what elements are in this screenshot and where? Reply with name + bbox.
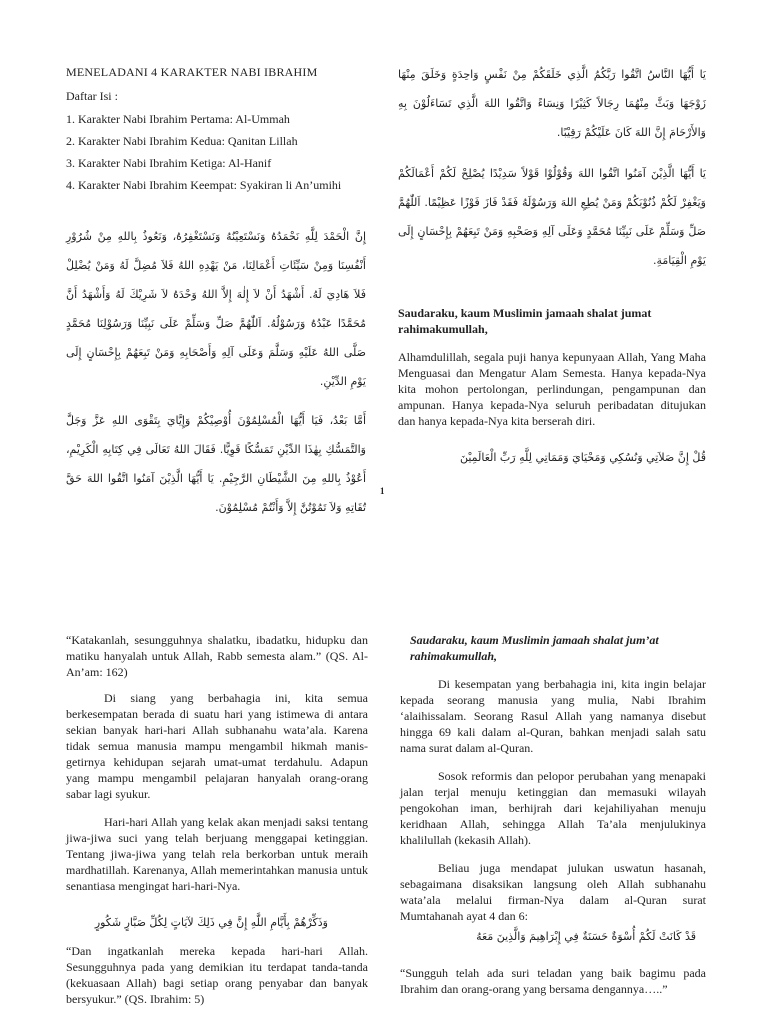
paragraph: Di siang yang berbahagia ini, kita semua berkesempatan berada di suatu hari yang istimewa di antara sekian banyak hari-hari Allah subhanahu wata’ala. Karena tidak semua manusia mampu mengambil hikmah manis-getirnya kehidupan sejarah umat-umat terdahulu. Adapun yang mampu mengambil pelajaran hanyalah orang-orang sabar lagi syukur. <box>66 691 368 801</box>
toc-item: 4. Karakter Nabi Ibrahim Keempat: Syakiran li An’umihi <box>66 178 342 192</box>
page1-left-arabic <box>66 222 366 522</box>
paragraph: Hari-hari Allah yang kelak akan menjadi saksi tentang jiwa-jiwa suci yang telah berjuang menggapai ketinggian. Tentang jiwa-jiwa yang telah rela berkorban untuk meraih mardhatillah. Karenanya, Allah memerintahkan manusia untuk senantiasa mengingat hari-hari-Nya. <box>66 815 368 893</box>
paragraph: Beliau juga mendapat julukan uswatun hasanah, sebagaimana disaksikan langsung oleh Allah subhanahu wata’ala melalui firman-Nya dalam al-Quran surat Mumtahanah ayat 4 dan 6: <box>400 861 706 923</box>
toc-item: 2. Karakter Nabi Ibrahim Kedua: Qanitan Lillah <box>66 134 298 148</box>
toc-item: 3. Karakter Nabi Ibrahim Ketiga: Al-Hanif <box>66 156 272 170</box>
paragraph: Di kesempatan yang berbahagia ini, kita ingin belajar kepada seorang manusia yang mulia, Nabi Ibrahim ‘alaihissalam. Seorang Rasul Allah yang namanya disebut hingga 69 kali dalam al-Quran, bahkan menjadi salah satu nama surat dalam al-Quran. <box>400 677 706 755</box>
quote-ibrahim-translation: “Dan ingatkanlah mereka kepada hari-hari Allah. Sesungguhnya pada yang demikian itu terdapat tanda-tanda (kekuasaan Allah) bagi setiap orang penyabar dan banyak bersyukur.” (QS. Ibrahim: 5) <box>66 944 368 1006</box>
page1-right-column <box>398 60 706 464</box>
arabic-wasiat: أَمَّا بَعْدُ، فَيَا أَيُّهَا الْمُسْلِمُوْنَ أُوْصِيْكُمْ وَإِيَّايَ بِتَقْوَى اللهِ عَزَّ وَجَلَّ وَالتَّمَسُّكِ بِهٰذَا الدِّيْنِ تَمَسُّكًا قَوِيًّا. فَقَالَ اللهُ تَعَالَى فِي كِتَابِهِ الْكَرِيْمِ، أَعُوْذُ بِاللهِ مِنَ الشَّيْطَانِ الرَّجِيْمِ. يَا أَيُّهَا الَّذِيْنَ آمَنُوا اتَّقُوا اللهَ حَقَّ تُقَاتِهِ وَلاَ تَمُوْتُنَّ إِلاَّ وَأَنْتُمْ مُسْلِمُوْنَ. <box>66 414 366 514</box>
page1-left-column <box>66 64 366 196</box>
arabic-quote-al-anam: قُلْ إِنَّ صَلاَتِي وَنُسُكِي وَمَحْيَايَ وَمَمَاتِي لِلَّهِ رَبِّ الْعَالَمِيْنَ <box>459 451 706 464</box>
salutation-heading: Saudaraku, kaum Muslimin jamaah shalat jum’at rahimakumullah, <box>410 633 659 663</box>
document-page-2 <box>0 624 768 1024</box>
page2-right-column <box>400 632 706 997</box>
arabic-verse-an-nisa: يَا أَيُّهَا النَّاسُ اتَّقُوا رَبَّكُمُ الَّذِي خَلَقَكُمْ مِنْ نَفْسٍ وَاحِدَةٍ وَخَلَقَ مِنْهَا زَوْجَهَا وَبَثَّ مِنْهُمَا رِجَالاً كَثِيْرًا وَنِسَاءً وَاتَّقُوا اللهَ الَّذِي تَسَاءَلُوْنَ بِهِ وَالأَرْحَامَ إِنَّ اللهَ كَانَ عَلَيْكُمْ رَقِيْبًا. <box>398 68 706 139</box>
arabic-verse-al-ahzab: يَا أَيُّهَا الَّذِيْنَ آمَنُوا اتَّقُوا اللهَ وَقُوْلُوْا قَوْلاً سَدِيْدًا يُصْلِحْ لَكُمْ أَعْمَالَكُمْ وَيَغْفِرْ لَكُمْ ذُنُوْبَكُمْ وَمَنْ يُطِعِ اللهَ وَرَسُوْلَهُ فَقَدْ فَازَ فَوْزًا عَظِيْمًا. اَللّٰهُمَّ صَلِّ وَسَلِّمْ عَلَى نَبِيِّنَا مُحَمَّدٍ وَعَلَى آلِهِ وَصَحْبِهِ وَمَنْ تَبِعَهُمْ بِإِحْسَانٍ إِلَى يَوْمِ الْقِيَامَةِ. <box>398 167 706 267</box>
quote-mumtahanah-translation: “Sungguh telah ada suri teladan yang baik bagimu pada Ibrahim dan orang-orang yang bersama dengannya…..” <box>400 966 706 996</box>
toc-item: 1. Karakter Nabi Ibrahim Pertama: Al-Ummah <box>66 112 290 126</box>
arabic-verse-mumtahanah: قَدْ كَانَتْ لَكُمْ أُسْوَةٌ حَسَنَةٌ فِي إِبْرَاهِيمَ وَالَّذِينَ مَعَهُ <box>476 930 696 943</box>
document-title: MENELADANI 4 KARAKTER NABI IBRAHIM <box>66 65 318 79</box>
page2-left-column <box>66 632 368 1007</box>
toc-heading: Daftar Isi : <box>66 89 118 103</box>
arabic-verse-ibrahim: وَذَكِّرْهُمْ بِأَيَّامِ اللَّهِ إِنَّ فِي ذَلِكَ لآيَاتٍ لِكُلِّ صَبَّارٍ شَكُورٍ <box>94 916 328 929</box>
table-of-contents <box>66 108 366 196</box>
page-number: 1 <box>380 486 385 496</box>
salutation-heading: Saudaraku, kaum Muslimin jamaah shalat jumat rahimakumullah, <box>398 306 652 336</box>
paragraph: Sosok reformis dan pelopor perubahan yang menapaki jalan terjal menuju ketinggian dan memasuki wilayah pengokohan iman, berhijrah dari kejahiliyahan menuju keridhaan Allah, sehingga Allah Ta’ala menjulukinya khalilullah (kekasih Allah). <box>400 769 706 847</box>
opening-paragraph: Alhamdulillah, segala puji hanya kepunyaan Allah, Yang Maha Menguasai dan Mengatur Alam Semesta. Hanya kepada-Nya kita mohon pertolongan, perlindungan, pengampunan dan ampunan. Hanya kepada-Nya seluruh peribadatan ditujukan dan hanya kepada-Nya kita berserah diri. <box>398 350 706 428</box>
page-gap <box>0 540 768 624</box>
arabic-opening-prayer: إِنَّ الْحَمْدَ لِلَّهِ نَحْمَدُهُ وَنَسْتَعِيْنُهُ وَنَسْتَغْفِرُهُ، وَنَعُوذُ بِاللهِ مِنْ شُرُوْرِ أَنْفُسِنَا وَمِنْ سَيِّئَاتِ أَعْمَالِنَا، مَنْ يَهْدِهِ اللهُ فَلاَ مُضِلَّ لَهُ وَمَنْ يُضْلِلْ فَلاَ هَادِيَ لَهُ. أَشْهَدُ أَنْ لاَ إِلٰهَ إِلاَّ اللهُ وَحْدَهُ لاَ شَرِيْكَ لَهُ وَأَشْهَدُ أَنَّ مُحَمَّدًا عَبْدُهُ وَرَسُوْلُهُ. اَللّٰهُمَّ صَلِّ وَسَلِّمْ عَلَى نَبِيِّنَا وَرَسُوْلِنَا مُحَمَّدٍ صَلَّى اللهُ عَلَيْهِ وَسَلَّمَ وَعَلَى آلِهِ وَأَصْحَابِهِ وَمَنْ تَبِعَهُمْ بِإِحْسَانٍ إِلَى يَوْمِ الدِّيْنِ. <box>66 230 366 388</box>
quote-al-anam-translation: “Katakanlah, sesungguhnya shalatku, ibadatku, hidupku dan matiku hanyalah untuk Allah, Rabb semesta alam.” (QS. Al-An’am: 162) <box>66 633 368 679</box>
